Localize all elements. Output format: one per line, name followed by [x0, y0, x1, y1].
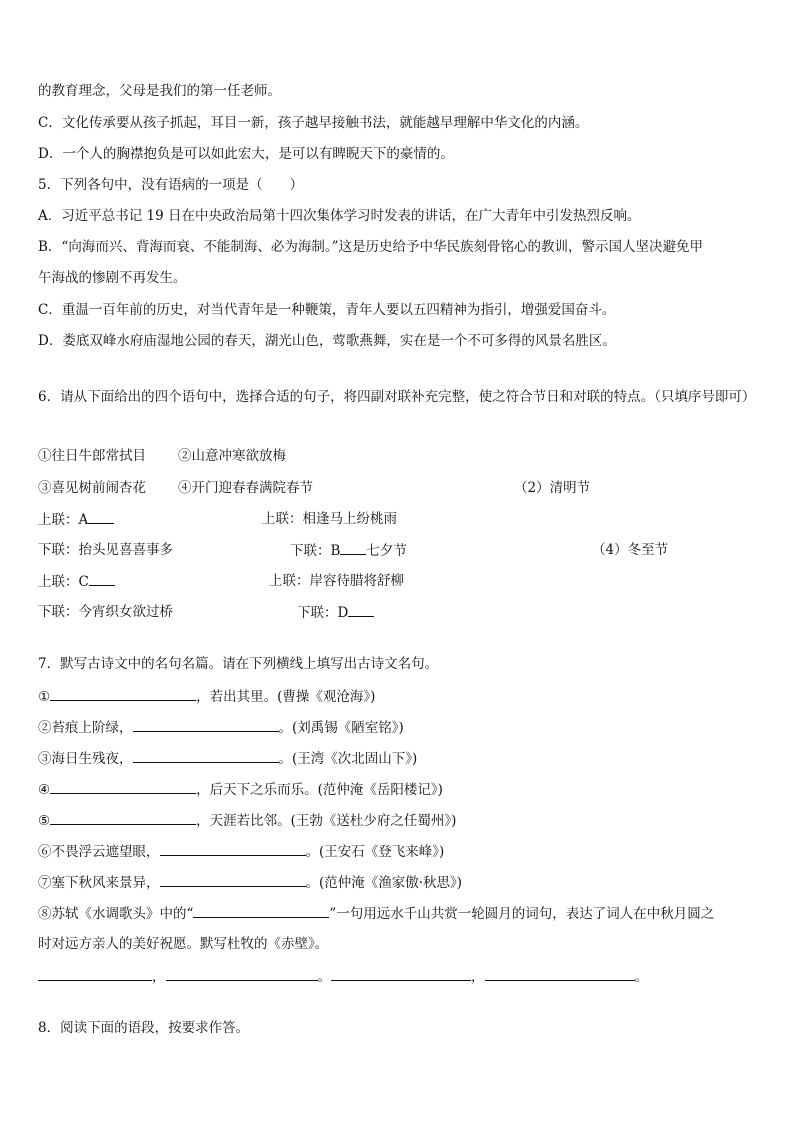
question-7-title: 7．默写古诗文中的名句名篇。请在下列横线上填写出古诗文名句。	[38, 656, 439, 672]
question-5-option-c: C．重温一百年前的历史，对当代青年是一种鞭策，青年人要以五四精神为指引，增强爱国奋斗。	[38, 302, 616, 318]
poem-7-prefix: ⑦塞下秋风来景异，	[38, 875, 160, 891]
poem-line-2	[38, 717, 404, 738]
poem-line-3	[38, 748, 417, 769]
festival-label-qixi: 七夕节	[366, 543, 407, 559]
couplet-3-down-label: 下联：B	[290, 543, 341, 559]
couplet-4-down-label: 下联：D	[297, 605, 349, 621]
question-5-option-b-cont: 午海战的惨剧不再发生。	[38, 270, 187, 286]
poem-4-suffix: ，后天下之乐而乐。(范仲淹《岳阳楼记》)	[196, 782, 443, 798]
couplet-3-down	[290, 540, 407, 561]
blank-a[interactable]	[88, 509, 114, 524]
couplet-2-up: 上联：相逢马上纷桃雨	[262, 511, 397, 527]
poem-blank-4[interactable]	[50, 779, 196, 794]
question-5-title: 5．下列各句中，没有语病的一项是（ ）	[38, 177, 304, 193]
poem-line-1	[38, 686, 375, 707]
couplet-1-down: 下联：抬头见喜喜事多	[38, 542, 173, 558]
couplet-4-up: 上联：岸容待腊将舒柳	[269, 573, 404, 589]
blank-b[interactable]	[340, 540, 366, 555]
poem-5-prefix: ⑤	[38, 813, 51, 829]
poem-blank-7[interactable]	[160, 872, 306, 887]
poem-2-suffix: 。(刘禹锡《陋室铭》)	[278, 720, 404, 736]
poem-blank-3[interactable]	[133, 748, 279, 763]
blank-d[interactable]	[348, 602, 374, 617]
chibi-blank-2[interactable]	[166, 966, 318, 981]
poem-blank-1[interactable]	[50, 686, 196, 701]
couplet-3-up-label: 上联：C	[38, 574, 89, 590]
question-5-option-b: B．“向海而兴、背海而衰、不能制海、必为海制。”这是历史给予中华民族刻骨铭心的教训，警示国人坚决避免甲	[38, 239, 703, 255]
chibi-comma-1: ，	[152, 969, 166, 985]
poem-1-suffix: ，若出其里。(曹操《观沧海》)	[196, 689, 376, 705]
poem-3-suffix: 。(王湾《次北固山下》)	[278, 751, 418, 767]
poem-4-prefix: ④	[38, 782, 51, 798]
poem-blank-6[interactable]	[160, 841, 306, 856]
chibi-blank-1[interactable]	[38, 966, 152, 981]
poem-6-prefix: ⑥不畏浮云遮望眼，	[38, 844, 160, 860]
option-c-line: C．文化传承要从孩子抓起，耳目一新，孩子越早接触书法，就能越早理解中华文化的内涵。	[38, 115, 589, 131]
poem-1-prefix: ①	[38, 689, 51, 705]
text-line: 的教育理念，父母是我们的第一任老师。	[38, 83, 281, 99]
poem-5-suffix: ，天涯若比邻。(王勃《送杜少府之任蜀州》)	[196, 813, 457, 829]
poem-line-8	[38, 903, 714, 924]
poem-blank-2[interactable]	[133, 717, 279, 732]
festival-label-dongzhi: （4）冬至节	[592, 542, 669, 558]
poem-line-7	[38, 872, 462, 893]
couplet-3-up	[38, 571, 115, 592]
blank-c[interactable]	[89, 571, 115, 586]
poem-2-prefix: ②苔痕上阶绿，	[38, 720, 133, 736]
chibi-blank-4[interactable]	[485, 966, 635, 981]
poem-line-4	[38, 779, 443, 800]
poem-6-suffix: 。(王安石《登飞来峰》)	[305, 844, 445, 860]
question-6-title: 6．请从下面给出的四个语句中，选择合适的句子，将四副对联补充完整，使之符合节日和对联的特点。（只填序号即可）	[38, 389, 756, 405]
poem-line-5	[38, 810, 456, 831]
option-2: ②山意冲寒欲放梅	[178, 448, 286, 464]
poem-blank-8[interactable]	[193, 903, 329, 918]
poem-8-suffix: ”一句用远水千山共赏一轮圆月的词句，表达了词人在中秋月圆之	[329, 906, 715, 922]
poem-7-suffix: 。(范仲淹《渔家傲·秋思》)	[305, 875, 463, 891]
option-3: ③喜见树前闹杏花	[38, 480, 146, 496]
couplet-1-up	[38, 509, 114, 530]
chibi-comma-2: ，	[471, 969, 485, 985]
festival-label-qingming: （2）清明节	[514, 480, 591, 496]
chibi-blanks-line	[38, 966, 648, 987]
option-4: ④开门迎春春满院春节	[178, 480, 313, 496]
question-8-title: 8．阅读下面的语段，按要求作答。	[38, 1020, 250, 1036]
option-d-line: D．一个人的胸襟抱负是可以如此宏大，是可以有睥睨天下的豪情的。	[38, 146, 454, 162]
chibi-period-1: 。	[317, 969, 331, 985]
poem-3-prefix: ③海日生残夜，	[38, 751, 133, 767]
chibi-blank-3[interactable]	[331, 966, 471, 981]
couplet-3-down-text: 下联：今宵织女欲过桥	[38, 604, 173, 620]
poem-line-8-cont: 时对远方亲人的美好祝愿。默写杜牧的《赤壁》。	[38, 936, 329, 952]
poem-8-prefix: ⑧苏轼《水调歌头》中的“	[38, 906, 194, 922]
poem-blank-5[interactable]	[50, 810, 196, 825]
couplet-4-down	[297, 602, 374, 623]
question-5-option-d: D．娄底双峰水府庙湿地公园的春天，湖光山色，莺歌燕舞，实在是一个不可多得的风景名胜区。	[38, 333, 616, 349]
poem-line-6	[38, 841, 444, 862]
option-1: ①往日牛郎常拭目	[38, 448, 146, 464]
chibi-period-2: 。	[634, 969, 648, 985]
couplet-1-up-label: 上联：A	[38, 512, 89, 528]
question-5-option-a: A．习近平总书记 19 日在中央政治局第十四次集体学习时发表的讲话，在广大青年中引发热烈反响。	[38, 208, 641, 224]
